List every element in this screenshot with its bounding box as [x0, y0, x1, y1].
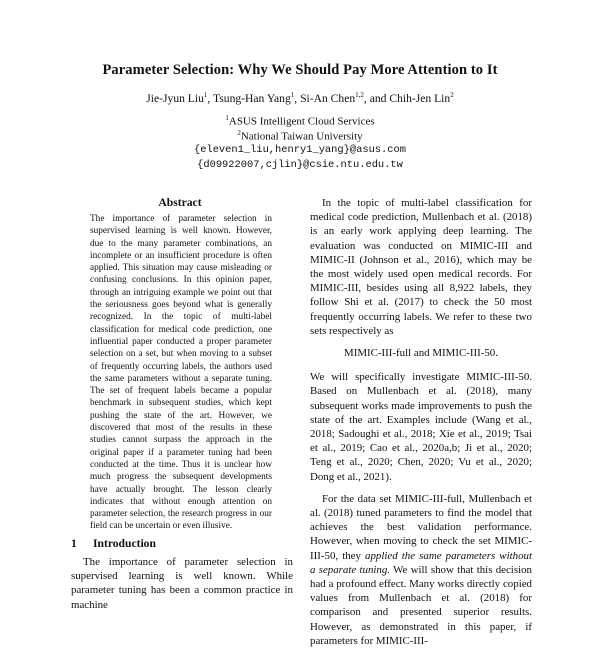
affiliation-1 — [20, 114, 580, 128]
author-name: Jie-Jyun Liu — [146, 91, 204, 105]
affiliation-mark: 2 — [237, 129, 241, 137]
introduction-body: The importance of parameter selection in supervised learning is well known. While parameter tuning has been a common practice in machine — [71, 556, 293, 611]
affiliation-name: National Taiwan University — [240, 130, 363, 143]
email-line-2: {d09922007,cjlin}@csie.ntu.edu.tw — [197, 159, 403, 171]
author-separator: , — [207, 91, 213, 105]
abstract-heading: Abstract — [158, 196, 202, 209]
abstract-body: The importance of parameter selection in supervised learning is well known. However, due to the many parameter combinations, an incomplete or an insufficient procedure is often applied. This situation may cause misleading or confusing conclusions. In this opinion paper, through an intriguing example we point out that the seriousness goes beyond what is generally recognized. In the topic of multi-label classification for medical code prediction, one influential paper conducted a proper parameter selection on a set, but when moving to a subset of frequently occurring labels, the authors used the same parameters without a separate tuning. The set of frequent labels became a popular benchmark in subsequent studies, which kept pushing the state of the art. However, we discovered that most of the results in these studies cannot surpass the approach in the original paper if a parameter tuning had been conducted at the time. Thus it is unclear how much progress the subsequent developments have actually brought. The lesson clearly indicates that without enough attention on parameter selection, the research progress in our field can be uncertain or even illusive. — [90, 214, 272, 532]
section-number: 1 — [71, 537, 77, 550]
affiliation-2 — [20, 129, 580, 143]
author-name: Chih-Jen Lin — [389, 91, 451, 105]
author-affiliation-mark: 1,2 — [355, 91, 364, 99]
paragraph-medical-code: In the topic of multi-label classification for medical code prediction, Mullenbach et al. (2018) is an early work applying deep learning. The evaluation was conducted on MIMIC-III and MIMIC-II (Johnson et al., 2016), which may be the most widely used open medical records. For MIMIC-III, besides using all 8,922 labels, they follow Shi et al. (2017) to check the 50 most frequently occurring labels. We refer to these two sets respectively as — [310, 197, 532, 337]
affiliation-mark: 1 — [225, 114, 229, 122]
paper-title: Parameter Selection: Why We Should Pay More Attention to It — [102, 62, 498, 78]
paragraph-text: For the data set MIMIC-III-full, Mullenbach et al. (2018) tuned parameters to find the model that achieves the best validation performance. However, when moving to check the set MIMIC-III-50, they — [310, 492, 532, 562]
dataset-display: MIMIC-III-full and MIMIC-III-50. — [344, 347, 498, 360]
affiliation-name: ASUS Intelligent Cloud Services — [228, 115, 375, 128]
author-affiliation-mark: 2 — [450, 91, 454, 99]
author-name: Si-An Chen — [300, 91, 356, 105]
author-name: Tsung-Han Yang — [213, 91, 291, 105]
paragraph-text: We will show that this decision had a profound effect. Many works directly copied values from Mullenbach et al. (2018) for comparison and presented superior results. However, as demonstrated in this paper, if parameters for MIMIC-III- — [310, 563, 532, 647]
paragraph-mimic-50: We will specifically investigate MIMIC-III-50. Based on Mullenbach et al. (2018), many subsequent works made improvements to push the state of the art. Examples include (Wang et al., 2018; Sadoughi et al., 2018; Xie et al., 2019; Tsai et al., 2019; Cao et al., 2020a,b; Ji et al., 2020; Teng et al., 2020; Chen, 2020; Vu et al., 2020; Dong et al., 2021). — [310, 371, 532, 483]
email-line-1: {eleven1_liu,henry1_yang}@asus.com — [193, 144, 406, 156]
paragraph-spacer — [310, 484, 532, 492]
author-separator: , — [294, 91, 301, 105]
author-affiliation-mark: 1 — [203, 91, 208, 99]
section-heading-introduction — [71, 537, 291, 550]
section-title: Introduction — [93, 537, 156, 550]
author-separator: , and — [363, 91, 390, 105]
right-column — [310, 196, 532, 648]
author-list — [20, 91, 580, 105]
paragraph-mimic-full — [310, 492, 532, 648]
emphasis-text: applied the same parameters without a separate tuning. — [310, 549, 532, 576]
author-affiliation-mark: 1 — [290, 91, 295, 99]
